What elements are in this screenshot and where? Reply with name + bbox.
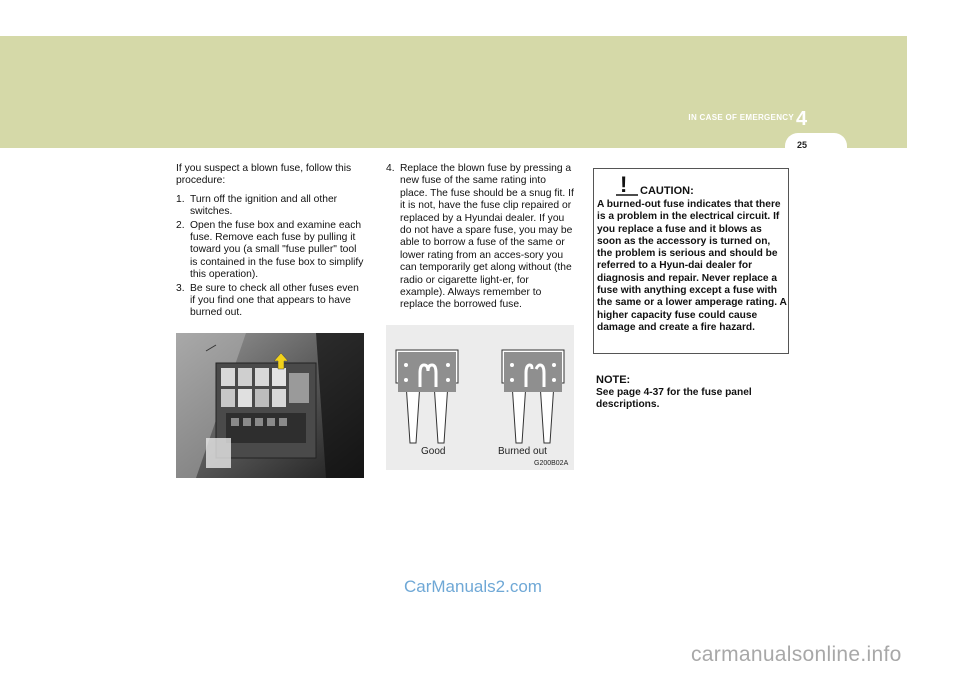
step-text: Replace the blown fuse by pressing a new fuse of the same rating into place. The fuse should be a snug fit. If it is not, have the fuse clip repaired or replaced by a Hyundai dealer. If you do not have a spare fuse, you may be able to borrow a fuse of the same or lower rating from an acces-sory you can temporarily get along without (the radio or cigarette light-er, for example). Always remember to replace the borrowed fuse. [400, 163, 574, 311]
svg-text:!: ! [620, 172, 628, 196]
procedure-intro: If you suspect a blown fuse, follow this procedure: [176, 163, 352, 187]
figure-code: G200B02A [534, 460, 569, 467]
step-text: Open the fuse box and examine each fuse. Remove each fuse by pulling it toward you (a small "fuse puller" tool is contained in the fuse box to simplify this operation). [190, 219, 364, 281]
step-text: Be sure to check all other fuses even if you find one that appears to have burned out. [190, 282, 359, 319]
caution-body: A burned-out fuse indicates that there is a problem in the electrical circuit. If you replace a fuse and it blows as soon as the accessory is turned on, the problem is serious and should be referred to a Hyun-dai dealer for diagnosis and repair. Never replace a fuse with anything except a fuse with the same or a lower amperage rating. A higher capacity fuse could cause damage and create a fire hazard. [597, 199, 787, 333]
fuse-box-photo-graphic [176, 333, 364, 478]
step-text: Turn off the ignition and all other switches. [190, 193, 338, 218]
procedure-text [176, 163, 364, 321]
procedure-step [386, 163, 574, 312]
replacement-steps [386, 163, 574, 312]
procedure-step [176, 220, 364, 282]
step-number: 2. [176, 219, 185, 231]
procedure-step [176, 283, 364, 320]
step-number: 4. [386, 163, 395, 174]
caution-box [593, 168, 789, 354]
burned-out-label: Burned out [498, 446, 547, 457]
burned-fuse-icon [502, 350, 564, 443]
note-body: See page 4-37 for the fuse panel descriptions. [596, 387, 752, 411]
procedure-step [176, 194, 364, 219]
caution-title: CAUTION: [640, 185, 694, 197]
procedure-steps [176, 194, 364, 320]
header-band [0, 36, 907, 148]
page-number: 25 [796, 140, 807, 150]
good-fuse-icon [396, 350, 458, 443]
watermark-carmanuals2: CarManuals2.com [404, 577, 542, 596]
step-number: 3. [176, 282, 185, 294]
step-number: 1. [176, 193, 185, 205]
watermark-carmanualsonline: carmanualsonline.info [691, 643, 902, 666]
fuse-diagram [386, 325, 574, 470]
chapter-title: IN CASE OF EMERGENCY [688, 113, 794, 122]
good-label: Good [421, 446, 446, 457]
note-title: NOTE: [596, 374, 631, 386]
warning-icon [614, 172, 640, 196]
fuse-box-photo [176, 333, 364, 478]
chapter-number: 4 [796, 108, 808, 130]
replacement-text [386, 163, 574, 313]
